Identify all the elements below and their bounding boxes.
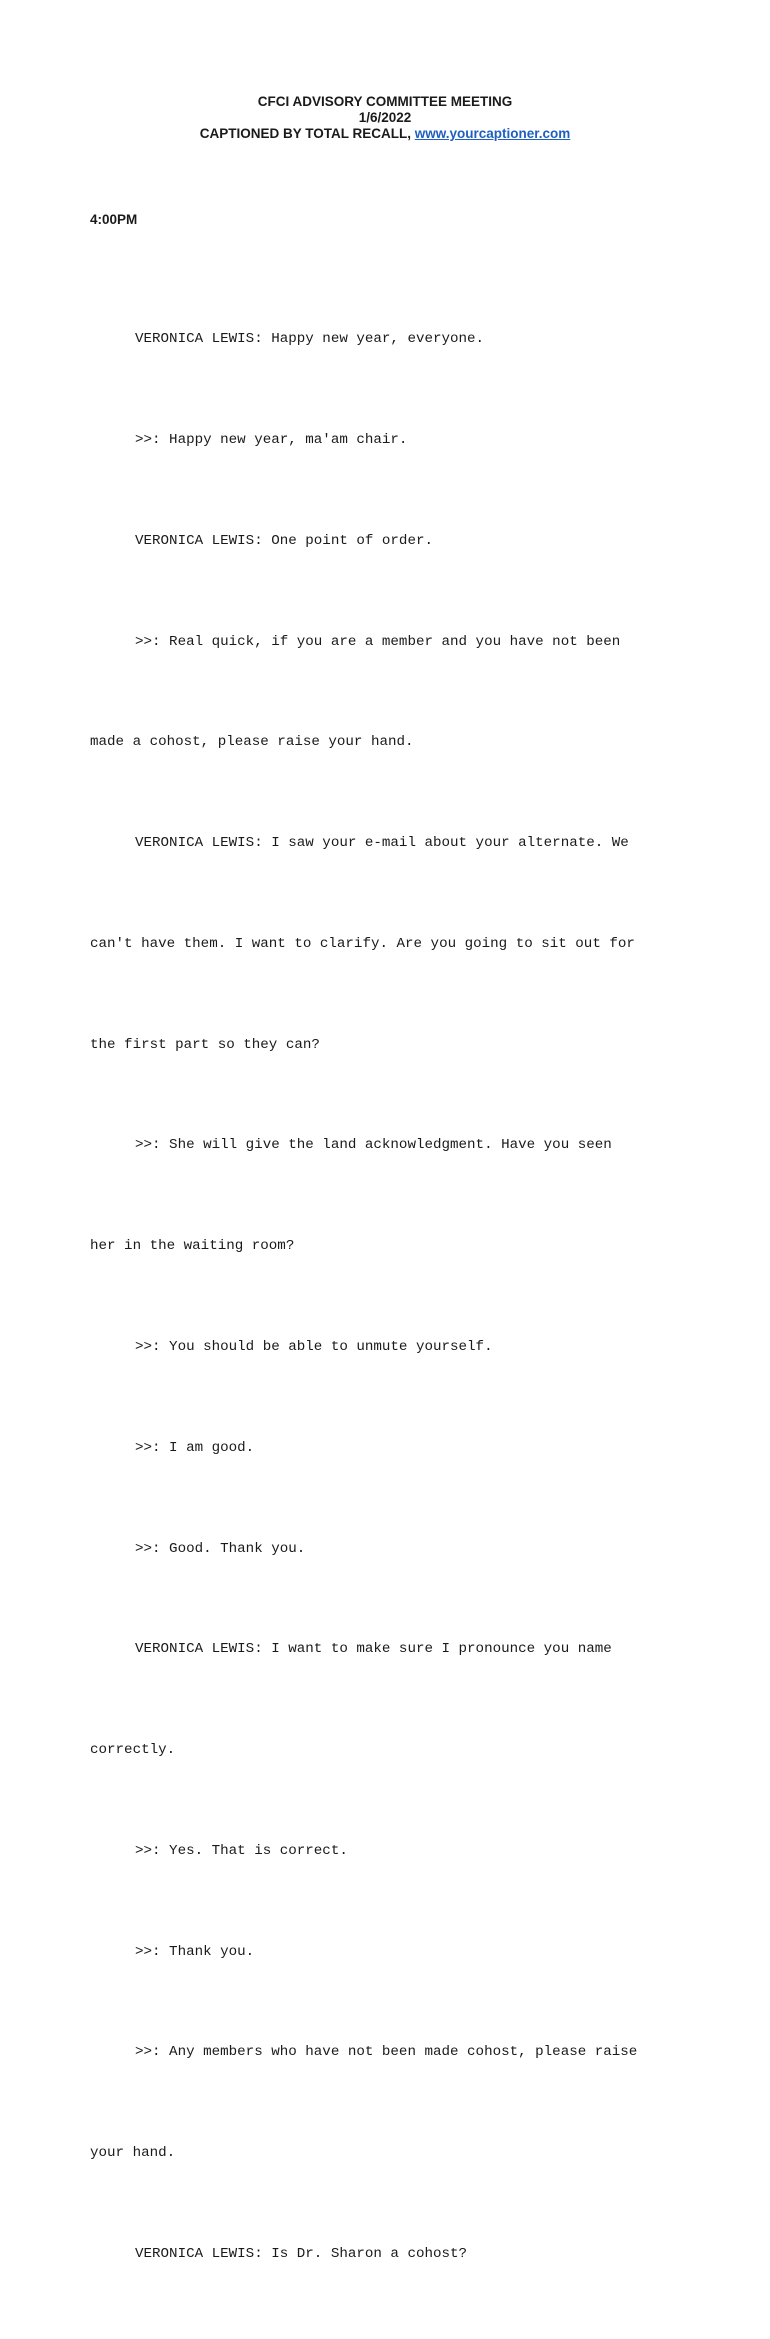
transcript-line: her in the waiting room? xyxy=(90,1238,295,1255)
meeting-title: CFCI ADVISORY COMMITTEE MEETING xyxy=(257,94,513,109)
transcript-line: VERONICA LEWIS: Happy new year, everyone. xyxy=(135,331,485,348)
transcript-line: >>: Yes. That is correct. xyxy=(135,1842,348,1859)
transcript-line: VERONICA LEWIS: I saw your e-mail about your alternate. We xyxy=(135,835,629,852)
transcript-line: VERONICA LEWIS: One point of order. xyxy=(135,532,433,549)
transcript-line: VERONICA LEWIS: Is Dr. Sharon a cohost? xyxy=(135,2246,468,2263)
meeting-date: 1/6/2022 xyxy=(358,110,412,125)
transcript-line: >>: Any members who have not been made cohost, please raise xyxy=(135,2044,638,2061)
transcript-line: made a cohost, please raise your hand. xyxy=(90,734,414,751)
transcript-line: the first part so they can? xyxy=(90,1036,320,1053)
transcript-line: >>: You should be able to unmute yourself. xyxy=(135,1339,493,1355)
transcript-line: >>: Thank you. xyxy=(135,1943,255,1960)
transcript-line: >>: Good. Thank you. xyxy=(135,1540,306,1557)
caption-credit xyxy=(0,126,770,142)
captioner-link[interactable]: www.yourcaptioner.com xyxy=(414,126,571,141)
caption-credit-text: CAPTIONED BY TOTAL RECALL, xyxy=(199,126,415,141)
transcript-line: your hand. xyxy=(90,2145,176,2162)
document-header xyxy=(0,94,770,142)
transcript xyxy=(90,256,690,2339)
transcript-line: VERONICA LEWIS: I want to make sure I pronounce you name xyxy=(135,1641,612,1658)
transcript-line: >>: She will give the land acknowledgment. Have you seen xyxy=(135,1137,612,1154)
transcript-line: >>: Real quick, if you are a member and you have not been xyxy=(135,633,621,650)
transcript-line: >>: Happy new year, ma'am chair. xyxy=(135,431,408,448)
transcript-line: can't have them. I want to clarify. Are you going to sit out for xyxy=(90,935,635,952)
transcript-line: >>: I am good. xyxy=(135,1439,255,1456)
timestamp: 4:00PM xyxy=(90,212,138,227)
transcript-line: correctly. xyxy=(90,1742,176,1759)
